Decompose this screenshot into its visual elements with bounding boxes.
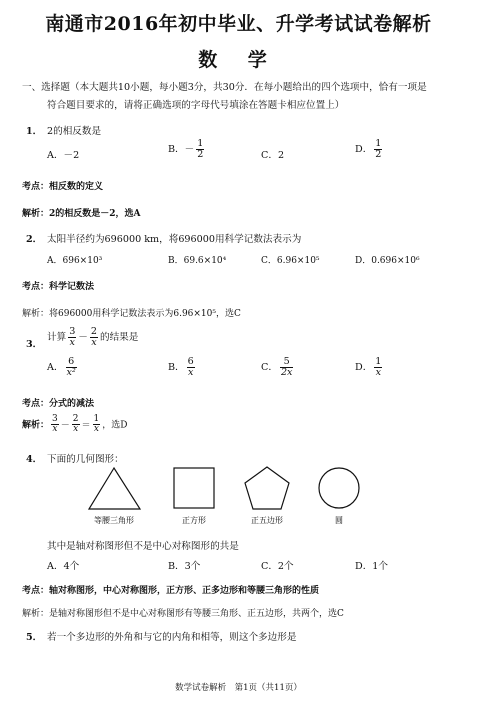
q3-option-b-fraction (187, 357, 195, 378)
q1-d-denominator: 2 (375, 149, 382, 161)
q4-option-a: A．4个 (47, 561, 80, 572)
q3-c-numerator: 5 (280, 357, 294, 368)
q3-analysis (22, 415, 127, 435)
q4-point: 考点：轴对称图形，中心对称图形，正方形、正多边形和等腰三角形的性质 (22, 586, 320, 596)
q2-option-b: B．69.6×10⁴ (168, 256, 227, 266)
circle-shape (319, 468, 359, 508)
q2-option-c: C．6.96×10⁵ (261, 256, 320, 266)
q3-analysis-minus: － (60, 420, 70, 431)
q3-option-d-fraction (374, 357, 382, 378)
q3-an1: 3 (52, 414, 58, 424)
isosceles-triangle-shape (89, 468, 140, 509)
q2-point: 考点：科学记数法 (22, 282, 95, 292)
q3-option-a (47, 357, 79, 378)
q3-ad1: x (52, 424, 58, 435)
q1-d-numerator: 1 (375, 138, 382, 149)
q3-option-c-label: C． (261, 362, 278, 374)
q3-a-denominator: x² (66, 367, 76, 379)
page-title: 南通市2016年初中毕业、升学考试试卷解析 (45, 13, 432, 35)
q5-stem: 若一个多边形的外角和与它的内角和相等，则这个多边形是 (47, 632, 297, 643)
subject-title: 数 学 (198, 49, 279, 71)
q1-option-b-fraction (196, 139, 204, 160)
q1-option-c (261, 147, 284, 161)
q4-option-d: D．1个 (355, 561, 388, 572)
q5-number: 5． (26, 632, 43, 643)
q3-stem-d1: x (69, 337, 75, 349)
q1-stem: 2的相反数是 (47, 126, 102, 137)
q3-analysis-equals: ＝ (81, 420, 91, 431)
q1-b-denominator: 2 (197, 149, 204, 161)
q4-analysis: 解析：是轴对称图形但不是中心对称图形有等腰三角形、正五边形，共两个，选C (22, 609, 344, 619)
q1-option-b-label: B． (168, 144, 185, 156)
shape-label-circle: 圆 (335, 516, 343, 525)
q3-point: 考点：分式的减法 (22, 399, 95, 409)
q4-shapes-figure (0, 460, 477, 530)
q3-d-denominator: x (375, 367, 382, 379)
q3-stem-fraction-1 (68, 327, 76, 348)
q4-stem: 下面的几何图形： (47, 454, 124, 465)
q1-option-d-fraction (374, 139, 382, 160)
q3-analysis-fraction-3 (93, 415, 101, 435)
q3-stem-n1: 3 (69, 326, 76, 337)
q3-stem-d2: x (91, 337, 97, 349)
shape-label-pentagon: 正五边形 (251, 516, 283, 525)
q1-option-c-text: 2 (277, 150, 285, 161)
q3-stem-fraction-2 (90, 327, 98, 348)
q3-option-c (261, 357, 295, 378)
q4-number: 4． (26, 454, 43, 465)
q3-ad3: x (93, 424, 99, 435)
q3-option-a-label: A． (47, 362, 64, 374)
square-shape (174, 468, 214, 508)
q3-option-c-fraction (280, 357, 294, 378)
q1-number: 1． (26, 126, 43, 137)
q1-option-a-label: A． (47, 150, 64, 161)
q3-analysis-fraction-1 (51, 415, 59, 435)
q1-option-b-sign: － (184, 144, 195, 156)
q2-option-a: A．696×10³ (47, 256, 103, 266)
q3-an2: 2 (72, 414, 79, 424)
section-header-line2: 符合题目要求的，请将正确选项的字母代号填涂在答题卡相应位置上） (47, 100, 345, 111)
q2-option-d: D．0.696×10⁶ (355, 256, 420, 266)
q3-d-numerator: 1 (375, 356, 382, 367)
q1-option-b (168, 139, 206, 160)
shape-label-triangle: 等腰三角形 (94, 516, 134, 525)
q4-question: 其中是轴对称图形但不是中心对称图形的共是 (47, 541, 239, 552)
q3-b-numerator: 6 (187, 356, 194, 367)
q1-option-d (355, 139, 384, 160)
q3-stem (47, 327, 138, 348)
shape-label-square: 正方形 (182, 516, 206, 525)
q3-ad2: x (73, 424, 79, 435)
q3-a-numerator: 6 (66, 357, 77, 368)
q3-option-d (355, 357, 384, 378)
q1-option-d-label: D． (355, 144, 373, 156)
q4-option-c: C．2个 (261, 561, 294, 572)
q1-analysis: 解析：2的相反数是－2，选A (22, 209, 141, 219)
q4-option-b: B．3个 (168, 561, 201, 572)
q3-option-d-label: D． (355, 362, 373, 374)
q3-analysis-pre: 解析： (22, 420, 50, 431)
q2-number: 2． (26, 234, 43, 245)
q1-point: 考点：相反数的定义 (22, 182, 104, 192)
q3-stem-post: 的结果是 (100, 332, 139, 344)
q3-b-denominator: x (188, 367, 194, 379)
q3-option-b-label: B． (168, 362, 185, 374)
regular-pentagon-shape (245, 467, 289, 509)
q1-option-c-label: C． (261, 150, 278, 161)
q1-option-a-text: －2 (63, 150, 80, 161)
q3-stem-minus: － (78, 332, 88, 344)
q1-b-numerator: 1 (197, 138, 204, 149)
q3-option-b (168, 357, 197, 378)
page-footer: 数学试卷解析 第1页（共11页） (175, 683, 302, 693)
q3-number: 3． (26, 339, 43, 350)
q3-c-denominator: 2x (280, 367, 293, 379)
q3-an3: 1 (93, 414, 100, 424)
q3-analysis-fraction-2 (72, 415, 80, 435)
q3-stem-pre: 计算 (47, 332, 67, 344)
q2-stem: 太阳半径约为696000 km，将696000用科学记数法表示为 (47, 234, 302, 245)
q3-analysis-post: ，选D (102, 420, 128, 431)
q3-stem-n2: 2 (90, 326, 97, 337)
q3-option-a-fraction (66, 357, 77, 378)
q2-analysis: 解析：将696000用科学记数法表示为6.96×10⁵，选C (22, 309, 241, 319)
section-header-line1: 一、选择题（本大题共10小题，每小题3分，共30分．在每小题给出的四个选项中，恰有一项是 (22, 82, 427, 93)
q1-option-a (47, 147, 79, 161)
